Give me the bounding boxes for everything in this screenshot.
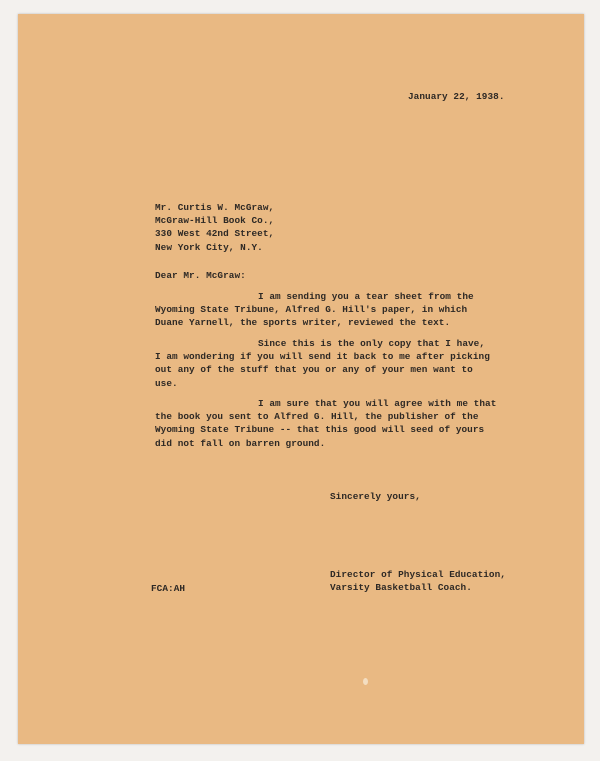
signature-block [330,568,506,594]
recipient-name: Mr. Curtis W. McGraw, [155,202,275,213]
paragraph-2 [155,337,490,390]
recipient-address [155,201,274,254]
paragraph-line: did not fall on barren ground. [155,437,326,449]
salutation: Dear Mr. McGraw: [155,270,246,281]
letter-date: January 22, 1938. [408,91,505,102]
paragraph-line: I am sure that you will agree with me that [258,398,497,409]
paper-blemish [363,678,368,685]
closing: Sincerely yours, [330,491,421,502]
paragraph-line: out any of the stuff that you or any of your men want to [155,364,473,376]
paragraph-line: Since this is the only copy that I have, [258,338,486,349]
recipient-street: 330 West 42nd Street, [155,228,275,240]
reference-initials: FCA:AH [151,583,186,594]
paragraph-line: Duane Yarnell, the sports writer, reviewed the text. [155,317,451,329]
recipient-company: McGraw-Hill Book Co., [155,215,275,227]
paragraph-line: use. [155,377,178,389]
paragraph-1 [155,290,474,330]
letter-sheet [18,14,584,744]
paragraph-3 [155,397,496,450]
paragraph-line: the book you sent to Alfred G. Hill, the publisher of the [155,411,479,423]
signature-title-1: Director of Physical Education, [330,569,506,580]
paragraph-line: Wyoming State Tribune -- that this good will seed of yours [155,424,485,436]
recipient-city: New York City, N.Y. [155,241,263,253]
signature-title-2: Varsity Basketball Coach. [330,582,472,594]
paragraph-line: I am sending you a tear sheet from the [258,291,474,302]
paragraph-line: I am wondering if you will send it back to me after picking [155,351,490,363]
paragraph-line: Wyoming State Tribune, Alfred G. Hill's paper, in which [155,304,468,316]
